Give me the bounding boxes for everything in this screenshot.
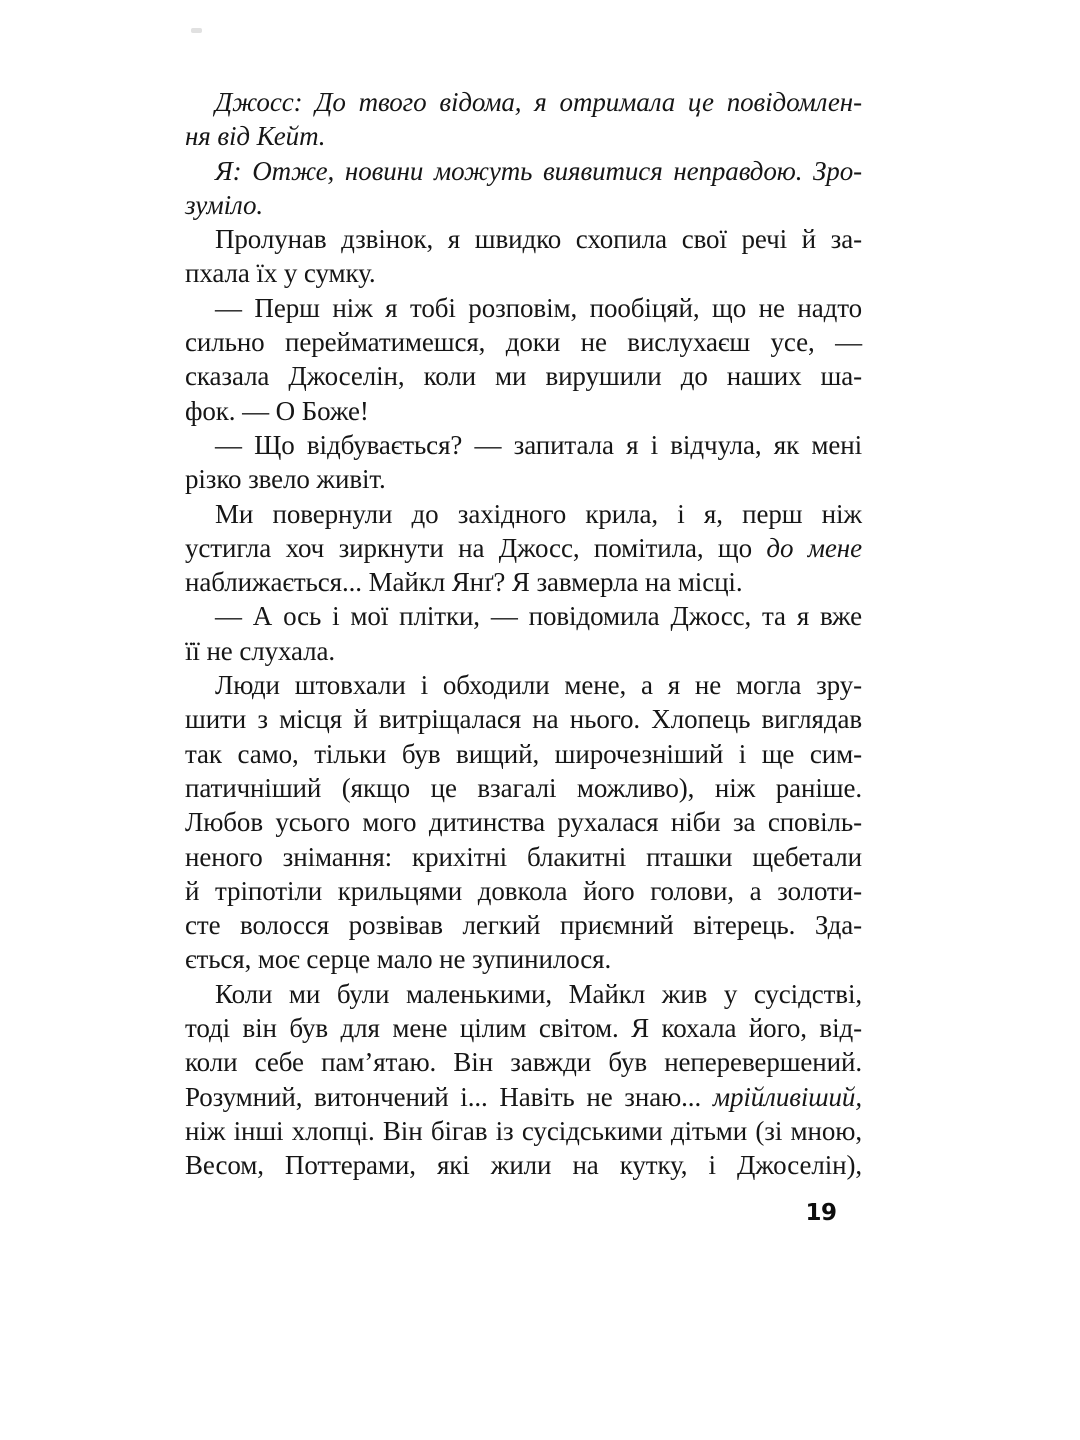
- text-line: [185, 462, 862, 496]
- text-line: [185, 1114, 862, 1148]
- text-line: [185, 874, 862, 908]
- body-text: Коли ми були маленькими, Майкл жив у сусідстві,: [215, 978, 862, 1009]
- scan-artifact: [191, 28, 202, 33]
- text-line: [185, 188, 862, 222]
- body-text: — Що відбувається? — запитала я і відчула, як мені: [215, 429, 862, 460]
- text-line: [185, 531, 862, 565]
- text-line: [185, 1045, 862, 1079]
- text-line: [185, 805, 862, 839]
- page-text: [185, 85, 862, 1183]
- body-text: Розумний, витончений і... Навіть не знаю...: [185, 1081, 713, 1112]
- italic-text: мрійливіший,: [712, 1081, 862, 1112]
- body-text: сильно перейматимешся, доки не вислухаєш усе, —: [185, 327, 862, 358]
- body-text: неного знімання: крихітні блакитні пташки щебетали: [185, 841, 862, 872]
- body-text: й тріпотіли крильцями довкола його голови, а золоти-: [185, 875, 862, 906]
- body-text: пхала їх у сумку.: [185, 258, 376, 289]
- body-text: тоді він був для мене цілим світом. Я кохала його, від-: [185, 1013, 862, 1044]
- text-line: [185, 840, 862, 874]
- text-line: [185, 394, 862, 428]
- text-line: [185, 291, 862, 325]
- page-number: 19: [805, 1200, 837, 1226]
- text-line: [185, 977, 862, 1011]
- text-line: [185, 428, 862, 462]
- text-line: [185, 325, 862, 359]
- text-line: [185, 222, 862, 256]
- text-line: [185, 154, 862, 188]
- body-text: Пролунав дзвінок, я швидко схопила свої речі й за-: [215, 224, 862, 255]
- text-line: [185, 668, 862, 702]
- body-text: — А ось і мої плітки, — повідомила Джосс, та я вже: [215, 601, 862, 632]
- body-text: так само, тільки був вищий, широчезніший і ще сим-: [185, 738, 862, 769]
- body-text: Любов усього мого дитинства рухалася ніби за сповіль-: [185, 807, 862, 838]
- text-line: [185, 942, 862, 976]
- body-text: — Перш ніж я тобі розповім, пообіцяй, що не надто: [215, 292, 862, 323]
- text-line: [185, 599, 862, 633]
- text-line: [185, 256, 862, 290]
- text-line: [185, 1011, 862, 1045]
- body-text: Люди штовхали і обходили мене, а я не могла зру-: [215, 670, 862, 701]
- body-text: шити з місця й витріщалася на нього. Хлопець виглядав: [185, 704, 862, 735]
- body-text: сказала Джоселін, коли ми вирушили до наших ша-: [185, 361, 862, 392]
- body-text: патичніший (якщо це взагалі можливо), ніж раніше.: [185, 772, 862, 803]
- body-text: її не слухала.: [185, 635, 336, 666]
- italic-text: Джосс: До твого відома, я отримала це повідомлен-: [215, 87, 862, 117]
- text-line: [185, 85, 862, 119]
- body-text: сте волосся розвівав легкий приємний вітерець. Зда-: [185, 910, 862, 941]
- body-text: різко звело живіт.: [185, 464, 386, 495]
- italic-text: Я: Отже, новини можуть виявитися неправдою. Зро-: [215, 155, 862, 186]
- body-text: устигла хоч зиркнути на Джосс, помітила, що: [185, 532, 767, 563]
- body-text: ється, моє серце мало не зупинилося.: [185, 944, 612, 975]
- body-text: ніж інші хлопці. Він бігав із сусідськими дітьми (зі мною,: [185, 1115, 862, 1146]
- body-text: коли себе пам’ятаю. Він завжди був неперевершений.: [185, 1047, 862, 1078]
- text-line: [185, 565, 862, 599]
- text-line: [185, 1080, 862, 1114]
- body-text: Весом, Поттерами, які жили на кутку, і Джоселін),: [185, 1150, 862, 1181]
- text-line: [185, 771, 862, 805]
- text-line: [185, 908, 862, 942]
- body-text: Ми повернули до західного крила, і я, перш ніж: [215, 498, 862, 529]
- italic-text: ня від Кейт.: [185, 121, 326, 152]
- italic-text: до мене: [766, 532, 862, 563]
- text-line: [185, 119, 862, 153]
- text-line: [185, 737, 862, 771]
- text-line: [185, 359, 862, 393]
- italic-text: зуміло.: [185, 189, 264, 220]
- text-line: [185, 497, 862, 531]
- body-text: фок. — О Боже!: [185, 395, 369, 426]
- text-line: [185, 634, 862, 668]
- text-line: [185, 1148, 862, 1182]
- text-line: [185, 702, 862, 736]
- body-text: наближається... Майкл Янґ? Я завмерла на місці.: [185, 567, 743, 598]
